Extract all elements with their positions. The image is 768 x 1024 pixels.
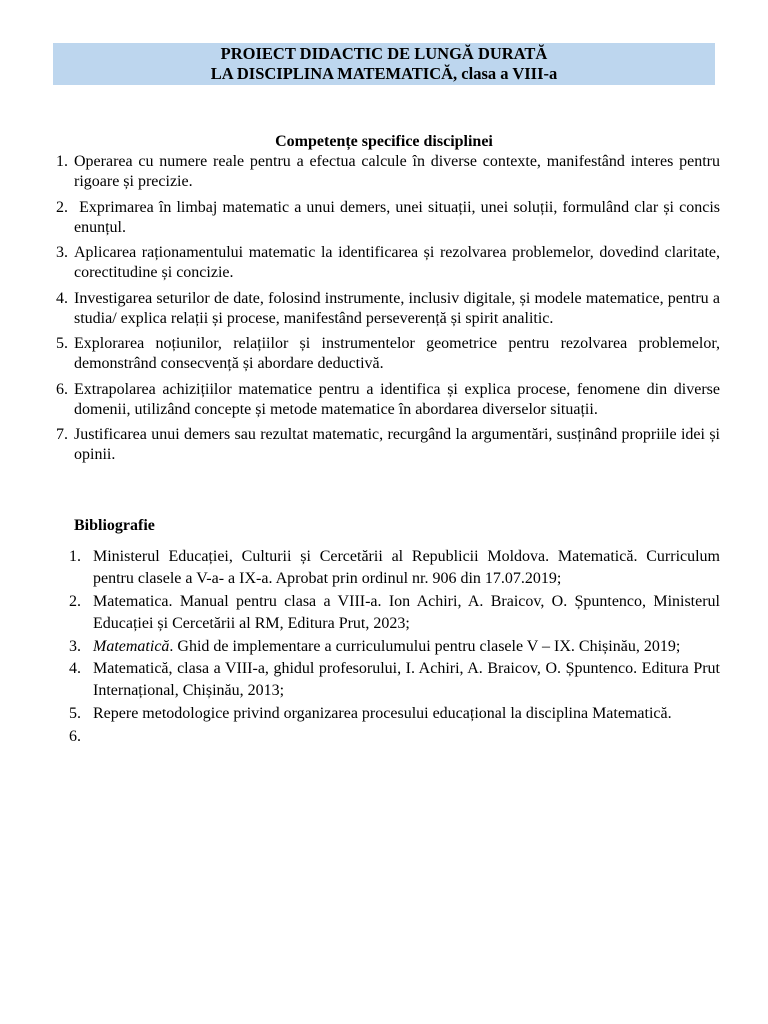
bibliography-item bbox=[68, 636, 720, 658]
competencies-heading: Competențe specifice disciplinei bbox=[275, 133, 493, 150]
competency-number: 6. bbox=[56, 380, 68, 398]
competency-number: 3. bbox=[56, 244, 68, 261]
bibliography-item bbox=[68, 546, 720, 590]
bibliography-item bbox=[68, 726, 720, 748]
bibliography-item bbox=[68, 591, 720, 635]
competency-text: Aplicarea raționamentului matematic la identificarea și rezolvarea problemelor, dovedind claritate, corectitudine și concizie. bbox=[74, 244, 720, 281]
bibliography-text: Matematică, clasa a VIII-a, ghidul profesorului, I. Achiri, A. Braicov, O. Șpuntenco. Editura Prut Internațional, Chișinău, 2013; bbox=[93, 660, 720, 700]
competency-text: Investigarea seturilor de date, folosind instrumente, inclusiv digitale, și modele matematice, pentru a studia/ explica relații și procese, manifestând perseverență și spirit analitic. bbox=[74, 289, 720, 327]
competency-number: 2. bbox=[56, 198, 68, 216]
bibliography-number: 2. bbox=[69, 592, 81, 610]
bibliography-number: 5. bbox=[69, 705, 81, 723]
competency-text: Exprimarea în limbaj matematic a unui demers, unei situații, unei soluții, formulând clar și concis enunțul. bbox=[74, 198, 724, 236]
competency-number: 5. bbox=[56, 335, 68, 352]
bibliography-number: 4. bbox=[69, 660, 81, 678]
competency-item bbox=[50, 380, 720, 420]
bibliography-number: 1. bbox=[69, 548, 81, 565]
document-title-banner bbox=[53, 43, 715, 85]
bibliography-number: 3. bbox=[69, 637, 81, 655]
bibliography-text: Repere metodologice privind organizarea procesului educațional la disciplina Matematică. bbox=[93, 705, 672, 723]
competency-text: Explorarea noțiunilor, relațiilor și instrumentelor geometrice pentru rezolvarea problemelor, demonstrând consecvență și abordare deductivă. bbox=[74, 335, 720, 372]
bibliography-text: Matematica. Manual pentru clasa a VIII-a. Ion Achiri, A. Braicov, O. Șpuntenco, Ministerul Educației și Cercetării al RM, Editura Prut, 2023; bbox=[93, 592, 720, 632]
competency-text: Operarea cu numere reale pentru a efectua calcule în diverse contexte, manifestând interes pentru rigoare și precizie. bbox=[74, 153, 720, 190]
competency-item bbox=[50, 334, 720, 374]
bibliography-heading: Bibliografie bbox=[74, 517, 155, 534]
competency-text: Justificarea unui demers sau rezultat matematic, recurgând la argumentări, susținând propriile idei și opinii. bbox=[74, 426, 720, 463]
competency-item bbox=[50, 425, 720, 465]
bibliography-list bbox=[68, 546, 720, 749]
title-line-1: PROIECT DIDACTIC DE LUNGĂ DURATĂ bbox=[220, 44, 548, 63]
bibliography-text bbox=[93, 728, 97, 745]
bibliography-text: Ministerul Educației, Culturii și Cercetării al Republicii Moldova. Matematică. Curriculum pentru clasele a V-a- a IX-a. Aprobat prin ordinul nr. 906 din 17.07.2019; bbox=[93, 548, 720, 587]
competency-number: 1. bbox=[56, 153, 68, 170]
bibliography-number: 6. bbox=[69, 727, 81, 745]
competency-item bbox=[50, 289, 720, 329]
bibliography-text: . Ghid de implementare a curriculumului pentru clasele V – IX. Chișinău, 2019; bbox=[169, 637, 681, 655]
competency-item bbox=[50, 198, 724, 238]
bibliography-italic-title: Matematică bbox=[93, 637, 170, 655]
competency-text: Extrapolarea achizițiilor matematice pentru a identifica și explica procese, fenomene din diverse domenii, utilizând concepte și metode matematice în abordarea diverselor situații. bbox=[74, 380, 720, 418]
competency-item bbox=[50, 152, 720, 192]
competencies-list bbox=[50, 152, 724, 471]
competency-item bbox=[50, 243, 720, 283]
bibliography-item bbox=[68, 703, 720, 725]
competency-number: 7. bbox=[56, 426, 68, 443]
competency-number: 4. bbox=[56, 289, 68, 307]
title-line-2: LA DISCIPLINA MATEMATICĂ, clasa a VIII-a bbox=[210, 64, 558, 83]
bibliography-item bbox=[68, 658, 720, 702]
